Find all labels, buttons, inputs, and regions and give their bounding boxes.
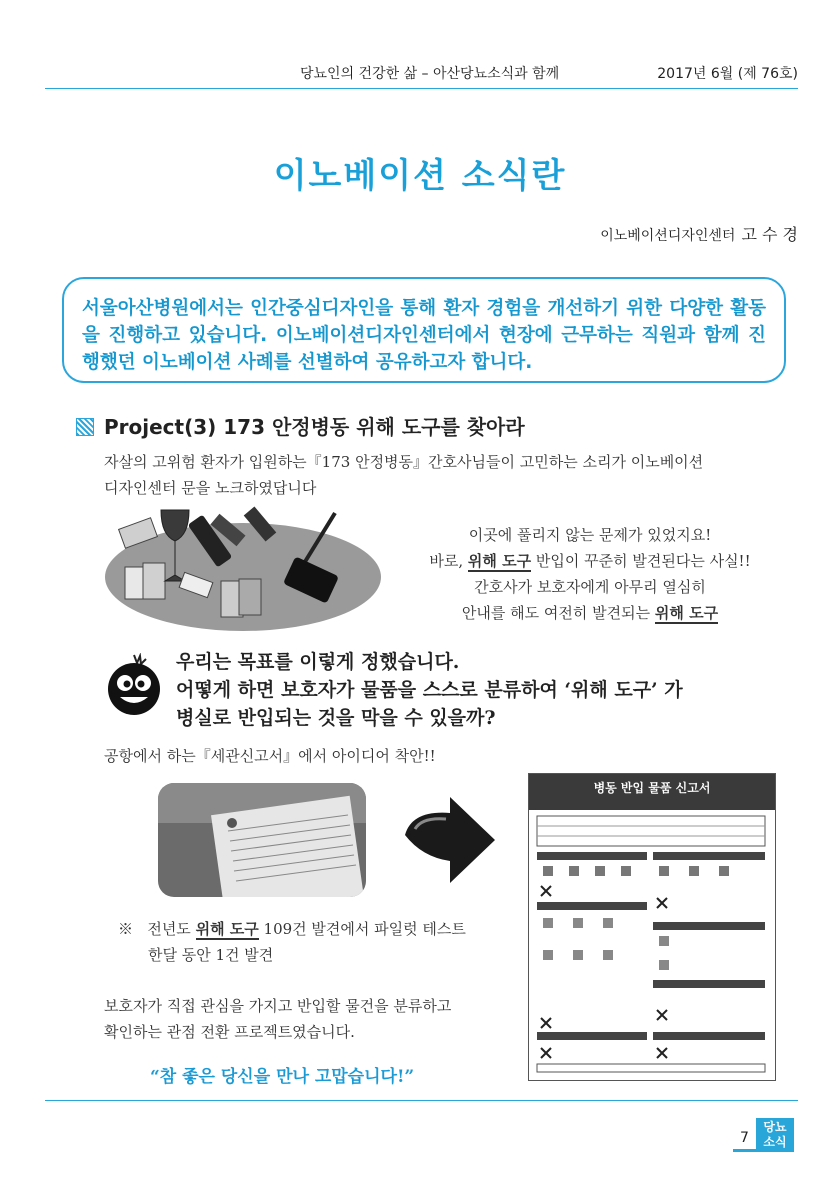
footer-divider — [45, 1100, 798, 1101]
customs-declaration-photo — [158, 783, 366, 897]
problem-line-3: 간호사가 보호자에게 아무리 열심히 — [474, 578, 706, 596]
section-tag — [756, 1118, 794, 1152]
author-line — [600, 222, 798, 245]
pilot-result-suffix: 109건 발견에서 파일럿 테스트 — [258, 920, 466, 938]
section-tag-line-1: 당뇨 — [763, 1120, 787, 1134]
page-number: 7 — [740, 1130, 749, 1146]
pilot-result-note — [118, 916, 466, 968]
pilot-result-line-2: 한달 동안 1건 발견 — [148, 946, 274, 964]
section-bullet-icon — [76, 418, 94, 436]
header-issue-date: 2017년 6월 (제 76호) — [657, 66, 798, 82]
page-title: 이노베이션 소식란 — [273, 156, 567, 196]
form-body-graphic — [529, 810, 773, 1078]
problem-statement — [400, 522, 780, 626]
project-intro-line-1: 자살의 고위험 환자가 입원하는『173 안정병동』간호사님들이 고민하는 소리가 이노베이션 — [104, 453, 704, 471]
harmful-tool-highlight: 위해 도구 — [467, 552, 532, 570]
header-divider — [45, 88, 798, 89]
thank-you-quote: “참 좋은 당신을 만나 고맙습니다!” — [150, 1067, 415, 1087]
problem-line-2-suffix: 반입이 꾸준히 발견된다는 사실!! — [531, 552, 751, 570]
goal-line-1: 우리는 목표를 이렇게 정했습니다. — [176, 651, 460, 673]
note-mark: ※ — [118, 920, 134, 938]
goal-statement — [176, 648, 683, 732]
problem-line-2 — [400, 548, 780, 574]
page-tag-underline — [733, 1149, 793, 1152]
closing-line-1: 보호자가 직접 관심을 가지고 반입할 물건을 분류하고 — [104, 997, 452, 1015]
arrow-right-icon — [400, 795, 500, 885]
goal-line-3: 병실로 반입되는 것을 막을 수 있을까? — [176, 707, 496, 729]
pilot-result-line-1 — [118, 916, 466, 942]
harmful-tool-highlight-2: 위해 도구 — [654, 604, 719, 622]
problem-line-2-prefix: 바로, — [429, 552, 468, 570]
problem-line-1: 이곳에 풀리지 않는 문제가 있었지요! — [468, 526, 712, 544]
harmful-tool-highlight-3: 위해 도구 — [195, 920, 259, 938]
header-publication: 당뇨인의 건강한 삶 – 아산당뇨소식과 함께 — [300, 66, 560, 82]
project-intro-paragraph — [104, 449, 764, 501]
intro-box: 서울아산병원에서는 인간중심디자인을 통해 환자 경험을 개선하기 위한 다양한 활동을 진행하고 있습니다. 이노베이션디자인센터에서 현장에 근무하는 직원과 함께 진행했던 이노베이션 사례를 선별하여 공유하고자 합니다. — [62, 277, 786, 383]
project-title: Project(3) 173 안정병동 위해 도구를 찾아라 — [104, 415, 525, 439]
closing-line-2: 확인하는 관점 전환 프로젝트였습니다. — [104, 1023, 355, 1041]
goal-line-2: 어떻게 하면 보호자가 물품을 스스로 분류하여 ‘위해 도구’ 가 — [176, 679, 683, 701]
problem-line-4-prefix: 안내를 해도 여전히 발견되는 — [461, 604, 655, 622]
section-tag-line-2: 소식 — [763, 1135, 787, 1149]
thinking-face-icon — [104, 653, 164, 717]
author-dept: 이노베이션디자인센터 — [600, 228, 736, 244]
idea-source-text: 공항에서 하는『세관신고서』에서 아이디어 착안!! — [104, 747, 436, 765]
closing-paragraph — [104, 993, 451, 1045]
pilot-result-prefix: 전년도 — [147, 920, 196, 938]
ward-item-declaration-form — [528, 773, 776, 1081]
problem-line-4 — [400, 600, 780, 626]
form-title: 병동 반입 물품 신고서 — [529, 774, 775, 810]
project-intro-line-2: 디자인센터 문을 노크하였답니다 — [104, 479, 317, 497]
harmful-items-illustration — [103, 505, 393, 635]
author-name: 고 수 경 — [741, 225, 798, 244]
